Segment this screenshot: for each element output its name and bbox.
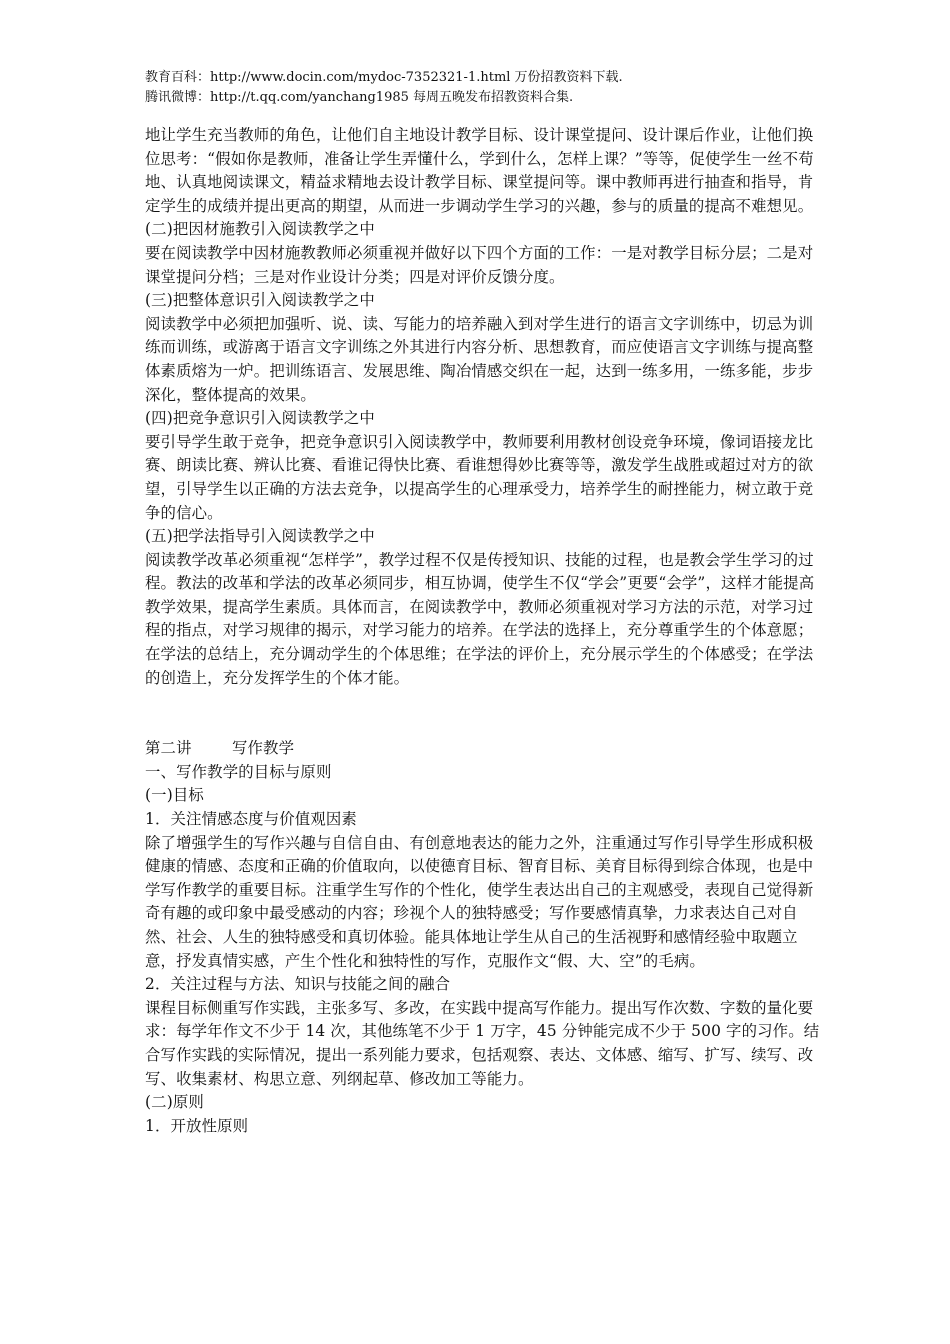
- section-heading: (四)把竞争意识引入阅读教学之中: [145, 409, 375, 428]
- section-heading: (二)原则: [145, 1093, 204, 1112]
- body-paragraph: 地让学生充当教师的角色，让他们自主地设计教学目标、设计课堂提问、设计课后作业，让他们换位思考：“假如你是教师，准备让学生弄懂什么，学到什么，怎样上课？”等等，促使学生一丝不苟地、认真地阅读课文，精益求精地去设计教学目标、课堂提问等。课中教师再进行抽查和指导，肯定学生的成绩并提出更高的期望，从而进一步调动学生学习的兴趣，参与的质量的提高不难想见。: [145, 126, 814, 215]
- section-spacer: [145, 690, 825, 737]
- document-body: [145, 124, 825, 1138]
- section-heading: 2．关注过程与方法、知识与技能之间的融合: [145, 975, 451, 994]
- body-paragraph: 除了增强学生的写作兴趣与自信自由、有创意地表达的能力之外，注重通过写作引导学生形成积极健康的情感、态度和正确的价值取向，以使德育目标、智育目标、美育目标得到综合体现，也是中学写作教学的重要目标。注重学生写作的个性化，使学生表达出自己的主观感受，表现自己觉得新奇有趣的或印象中最受感动的内容；珍视个人的独特感受；写作要感情真挚，力求表达自己对自然、社会、人生的独特感受和真切体验。能具体地让学生从自己的生活视野和感情经验中取题立意，抒发真情实感，产生个性化和独特性的写作，克服作文“假、大、空”的毛病。: [145, 833, 814, 970]
- section-heading: 1．关注情感态度与价值观因素: [145, 810, 357, 829]
- section-heading: (二)把因材施教引入阅读教学之中: [145, 220, 375, 239]
- body-paragraph: 阅读教学中必须把加强听、说、读、写能力的培养融入到对学生进行的语言文字训练中，切忌为训练而训练，或游离于语言文字训练之外其进行内容分析、思想教育，而应使语言文字训练与提高整体素质熔为一炉。把训练语言、发展思维、陶冶情感交织在一起，达到一练多用，一练多能，步步深化，整体提高的效果。: [145, 314, 814, 404]
- section-heading: 1．开放性原则: [145, 1116, 249, 1135]
- body-paragraph: 要引导学生敢于竞争，把竞争意识引入阅读教学中，教师要利用教材创设竞争环境，像词语接龙比赛、朗读比赛、辨认比赛、看谁记得快比赛、看谁想得妙比赛等等，激发学生战胜或超过对方的欲望，引导学生以正确的方法去竞争，以提高学生的心理承受力，培养学生的耐挫能力，树立敢于竞争的信心。: [145, 432, 814, 522]
- section-heading: (三)把整体意识引入阅读教学之中: [145, 291, 375, 310]
- section-heading: (一)目标: [145, 786, 204, 805]
- page-header: [145, 68, 825, 108]
- body-paragraph: 阅读教学改革必须重视“怎样学”，教学过程不仅是传授知识、技能的过程，也是教会学生学习的过程。教法的改革和学法的改革必须同步，相互协调，使学生不仅“学会”更要“会学”，这样才能提高教学效果，提高学生素质。具体而言，在阅读教学中，教师必须重视对学习方法的示范，对学习过程的指点，对学习规律的揭示，对学习能力的培养。在学法的选择上，充分尊重学生的个体意愿；在学法的总结上，充分调动学生的个体思维；在学法的评价上，充分展示学生的个体感受；在学法的创造上，充分发挥学生的个体才能。: [145, 550, 815, 687]
- lecture-title: 第二讲 写作教学: [145, 739, 295, 758]
- body-paragraph: 要在阅读教学中因材施教教师必须重视并做好以下四个方面的工作：一是对教学目标分层；二是对课堂提问分档；三是对作业设计分类；四是对评价反馈分度。: [145, 243, 814, 286]
- header-weibo-line: 腾讯微博：http://t.qq.com/yanchang1985 每周五晚发布招教资料合集.: [145, 90, 574, 105]
- section-heading: 一、写作教学的目标与原则: [145, 762, 332, 781]
- body-paragraph: 课程目标侧重写作实践，主张多写、多改，在实践中提高写作能力。提出写作次数、字数的量化要求：每学年作文不少于 14 次，其他练笔不少于 1 万字，45 分钟能完成不少于 500 字的习作。结合写作实践的实际情况，提出一系列能力要求，包括观察、表达、文体感、缩写、扩写、续写、改写、收集素材、构思立意、列纲起草、修改加工等能力。: [145, 998, 820, 1088]
- section-heading: (五)把学法指导引入阅读教学之中: [145, 527, 375, 546]
- header-docin-line: 教育百科：http://www.docin.com/mydoc-7352321-1.html 万份招教资料下载.: [145, 70, 623, 85]
